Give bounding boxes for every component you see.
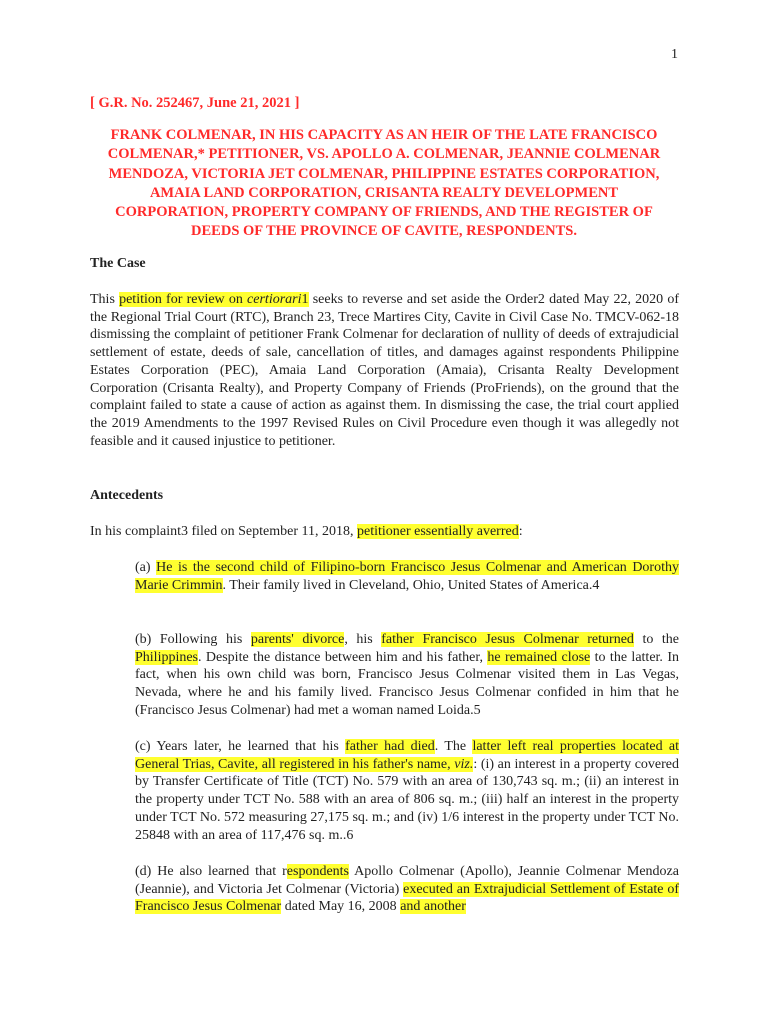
highlight: espondents	[286, 864, 349, 879]
highlight: He is the second child of Filipino-born Francisco Jesus Colmenar and American Dorothy Marie Crimmin	[135, 560, 679, 593]
text-segment: seeks to reverse and set aside the Order2 dated May 22, 2020 of the Regional Trial Court (RTC), Branch 23, Trece Martires City, Cavite in Civil Case No. TMCV-062-18 dismissing the complaint of petitioner Frank Colmenar for declaration of nullity of deeds of extrajudicial settlement of estate, deeds of sale, cancellation of titles, and damages against respondents Philippine Estates Corporation (PEC), Amaia Land Corporation (Amaia), Crisanta Realty Development Corporation (Crisanta Realty), and Property Company of Friends (ProFriends), on the ground that the complaint failed to state a cause of action as against them. In dismissing the case, the trial court applied the 2019 Amendments to the 1997 Revised Rules on Civil Procedure even though it was allegedly not feasible and it caused injustice to petitioner.	[90, 292, 680, 449]
case-caption: FRANK COLMENAR, IN HIS CAPACITY AS AN HEIR OF THE LATE FRANCISCO COLMENAR,* PETITIONER, VS. APOLLO A. COLMENAR, JEANNIE COLMENAR MENDOZA, VICTORIA JET COLMENAR, PHILIPPINE ESTATES CORPORATION, AMAIA LAND CORPORATION, CRISANTA REALTY DEVELOPMENT CORPORATION, PROPERTY COMPANY OF FRIENDS, AND THE REGISTER OF DEEDS OF THE PROVINCE OF CAVITE, RESPONDENTS.	[107, 127, 661, 240]
highlight: executed an Extrajudicial Settlement of Estate of Francisco Jesus Colmenar	[135, 881, 680, 915]
highlight: he remained close	[487, 649, 591, 665]
highlight: father Francisco Jesus Colmenar returned	[381, 632, 634, 647]
highlight: parents' divorce	[250, 632, 345, 647]
highlight: latter left real properties located at General Trias, Cavite, all registered in his father's name, viz.	[135, 739, 680, 772]
highlight: Philippines	[135, 649, 199, 665]
case-title: [ G.R. No. 252467, June 21, 2021 ]	[90, 95, 300, 111]
heading-antecedents: Antecedents	[90, 488, 164, 503]
heading-the-case: The Case	[90, 256, 146, 271]
text-segment: This	[90, 292, 120, 307]
highlight: father had died	[345, 739, 435, 754]
page-number: 1	[671, 47, 678, 62]
list-item-d: (d) He also learned that respondents Apollo Colmenar (Apollo), Jeannie Colmenar Mendoza (Jeannie), and Victoria Jet Colmenar (Victoria) executed an Extrajudicial Settlement of Estate of Francisco Jesus Colmenar dated May 16, 2008 and another	[135, 864, 680, 915]
paragraph-antecedents-intro: In his complaint3 filed on September 11, 2018, petitioner essentially averred:	[90, 524, 523, 539]
list-item-a: (a) He is the second child of Filipino-born Francisco Jesus Colmenar and American Dorothy Marie Crimmin. Their family lived in Cleveland, Ohio, United States of America.4	[135, 560, 679, 593]
paragraph-the-case	[90, 291, 679, 450]
list-item-c: (c) Years later, he learned that his father had died. The latter left real properties located at General Trias, Cavite, all registered in his father's name, viz.: (i) an interest in a property covered by Transfer Certificate of Title (TCT) No. 579 with an area of 130,743 sq. m.; (ii) an interest in the property under TCT No. 588 with an area of 806 sq. m.; (iii) half an interest in the property under TCT No. 572 measuring 27,175 sq. m.; and (iv) 1/6 interest in the property under TCT No. 25848 with an area of 117,476 sq. m..6	[135, 739, 680, 843]
list-item-b: (b) Following his parents' divorce, his father Francisco Jesus Colmenar returned to the Philippines. Despite the distance between him and his father, he remained close to the latter. In fact, when his own child was born, Francisco Jesus Colmenar visited them in Las Vegas, Nevada, where he and his family lived. Francisco Jesus Colmenar confided in him that he (Francisco Jesus Colmenar) had met a woman named Loida.5	[135, 632, 679, 718]
highlight: petitioner essentially averred	[357, 524, 519, 539]
highlight: petition for review on certiorari1	[119, 292, 309, 307]
highlight: and another	[400, 899, 466, 915]
